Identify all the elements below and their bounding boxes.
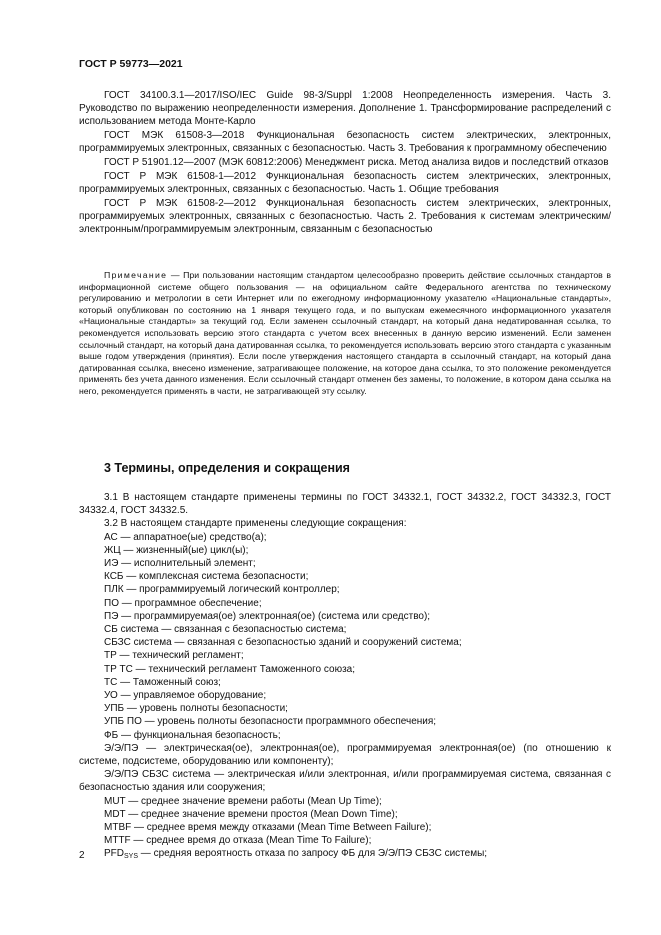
pfd-text: — средняя вероятность отказа по запросу ФБ для Э/Э/ПЭ СБЗС системы;: [138, 848, 488, 860]
abbreviation-item: КСБ — комплексная система безопасности;: [104, 571, 309, 583]
abbreviation-item: ФБ — функциональная безопасность;: [104, 729, 281, 741]
reference-item: ГОСТ МЭК 61508-3—2018 Функциональная безопасность систем электрических, электронных, программируемых электронных, связанных с безопасностью. Часть 3. Требования к программному обеспечению: [79, 130, 611, 154]
paragraph: 3.2 В настоящем стандарте применены следующие сокращения:: [104, 518, 407, 530]
note-text: — При пользовании настоящим стандартом целесообразно проверить действие ссылочных стандартов в информационной системе общего пользования — на официальном сайте Федерального агентства по техническому регулированию и метрологии в сети Интернет или по ежегодному информационному указателю «Национальные стандарты», который опубликован по состоянию на 1 января текущего года, и по выпускам ежемесячного информационного указателя «Национальные стандарты» за текущий год. Если заменен ссылочный стандарт, на который дана недатированная ссылка, то рекомендуется использовать версию этого стандарта с учетом всех внесенных в данную версию изменений. Если заменен ссылочный стандарт, на который дана датированная ссылка, то рекомендуется использовать версию этого стандарта с указанным выше годом утверждения (принятия). Если после утверждения настоящего стандарта в ссылочный стандарт, на который дана датированная ссылка, внесено изменение, затрагивающее положение, на которое дана ссылка, то это положение рекомендуется применять без учета данного изменения. Если ссылочный стандарт отменен без замены, то положение, в котором дана ссылка на него, рекомендуется применять в части, не затрагивающей эту ссылку.: [79, 270, 611, 396]
abbreviation-item: ПЛК — программируемый логический контроллер;: [104, 584, 340, 596]
abbreviation-item: Э/Э/ПЭ СБЗС система — электрическая и/или электронная, и/или программируемая система, связанная с безопасностью здания или сооружения;: [79, 769, 611, 794]
reference-item: ГОСТ Р 51901.12—2007 (МЭК 60812:2006) Менеджмент риска. Метод анализа видов и последствий отказов: [104, 157, 609, 168]
page-number: 2: [79, 850, 85, 861]
reference-item: ГОСТ Р МЭК 61508-2—2012 Функциональная безопасность систем электрических, электронных, программируемых электронных, связанных с безопасностью. Часть 2. Требования к системам электрическим/электронным/программируемым электронным, связанным с безопасностью: [79, 198, 611, 235]
abbreviation-item: ЖЦ — жизненный(ые) цикл(ы);: [104, 544, 249, 556]
document-header: ГОСТ Р 59773—2021: [79, 58, 183, 70]
note-label: Примечание: [104, 270, 168, 280]
abbreviation-item: MUT — среднее значение времени работы (Mean Up Time);: [104, 795, 382, 807]
abbreviation-item: УПБ ПО — уровень полноты безопасности программного обеспечения;: [104, 716, 437, 728]
reference-item: ГОСТ 34100.3.1—2017/ISO/IEC Guide 98-3/Suppl 1:2008 Неопределенность измерения. Часть 3. Руководство по выражению неопределенности измерения. Дополнение 1. Трансформирование распределений с использованием метода Монте-Карло: [79, 90, 611, 127]
abbreviation-item: АС — аппаратное(ые) средство(а);: [104, 531, 267, 543]
abbreviation-item: УПБ — уровень полноты безопасности;: [104, 703, 288, 715]
paragraph: 3.1 В настоящем стандарте применены термины по ГОСТ 34332.1, ГОСТ 34332.2, ГОСТ 34332.3, ГОСТ 34332.4, ГОСТ 34332.5.: [79, 492, 611, 517]
abbreviation-item: ПЭ — программируемая(ое) электронная(ое) (система или средство);: [104, 610, 431, 622]
normative-references: [79, 89, 611, 237]
note-paragraph: [79, 270, 611, 398]
abbreviation-item: ТР — технический регламент;: [104, 650, 244, 662]
abbreviation-item: MDT — среднее значение времени простоя (Mean Down Time);: [104, 808, 398, 820]
abbreviation-item: ИЭ — исполнительный элемент;: [104, 558, 256, 570]
abbreviation-item-pfd: [79, 847, 611, 860]
abbreviation-item: MTTF — среднее время до отказа (Mean Time To Failure);: [104, 835, 372, 847]
reference-item: ГОСТ Р МЭК 61508-1—2012 Функциональная безопасность систем электрических, электронных, программируемых электронных, связанных с безопасностью. Часть 1. Общие требования: [79, 171, 611, 195]
abbreviation-item: ПО — программное обеспечение;: [104, 597, 262, 609]
abbreviation-item: MTBF — среднее время между отказами (Mean Time Between Failure);: [104, 822, 432, 834]
abbreviation-item: ТР ТС — технический регламент Таможенного союза;: [104, 663, 355, 675]
pfd-base: PFD: [104, 848, 124, 860]
pfd-subscript: SYS: [124, 853, 139, 861]
section-heading: 3 Термины, определения и сокращения: [104, 461, 350, 475]
abbreviation-item: УО — управляемое оборудование;: [104, 690, 267, 702]
section-body: [79, 491, 611, 861]
abbreviation-item: СБ система — связанная с безопасностью система;: [104, 624, 347, 636]
abbreviation-item: СБЗС система — связанная с безопасностью зданий и сооружений система;: [104, 637, 462, 649]
abbreviation-item: Э/Э/ПЭ — электрическая(ое), электронная(ое), программируемая электронная(ое) (по отношению к системе, подсистеме, оборудованию или компоненту);: [79, 742, 611, 768]
abbreviation-item: ТС — Таможенный союз;: [104, 676, 221, 688]
